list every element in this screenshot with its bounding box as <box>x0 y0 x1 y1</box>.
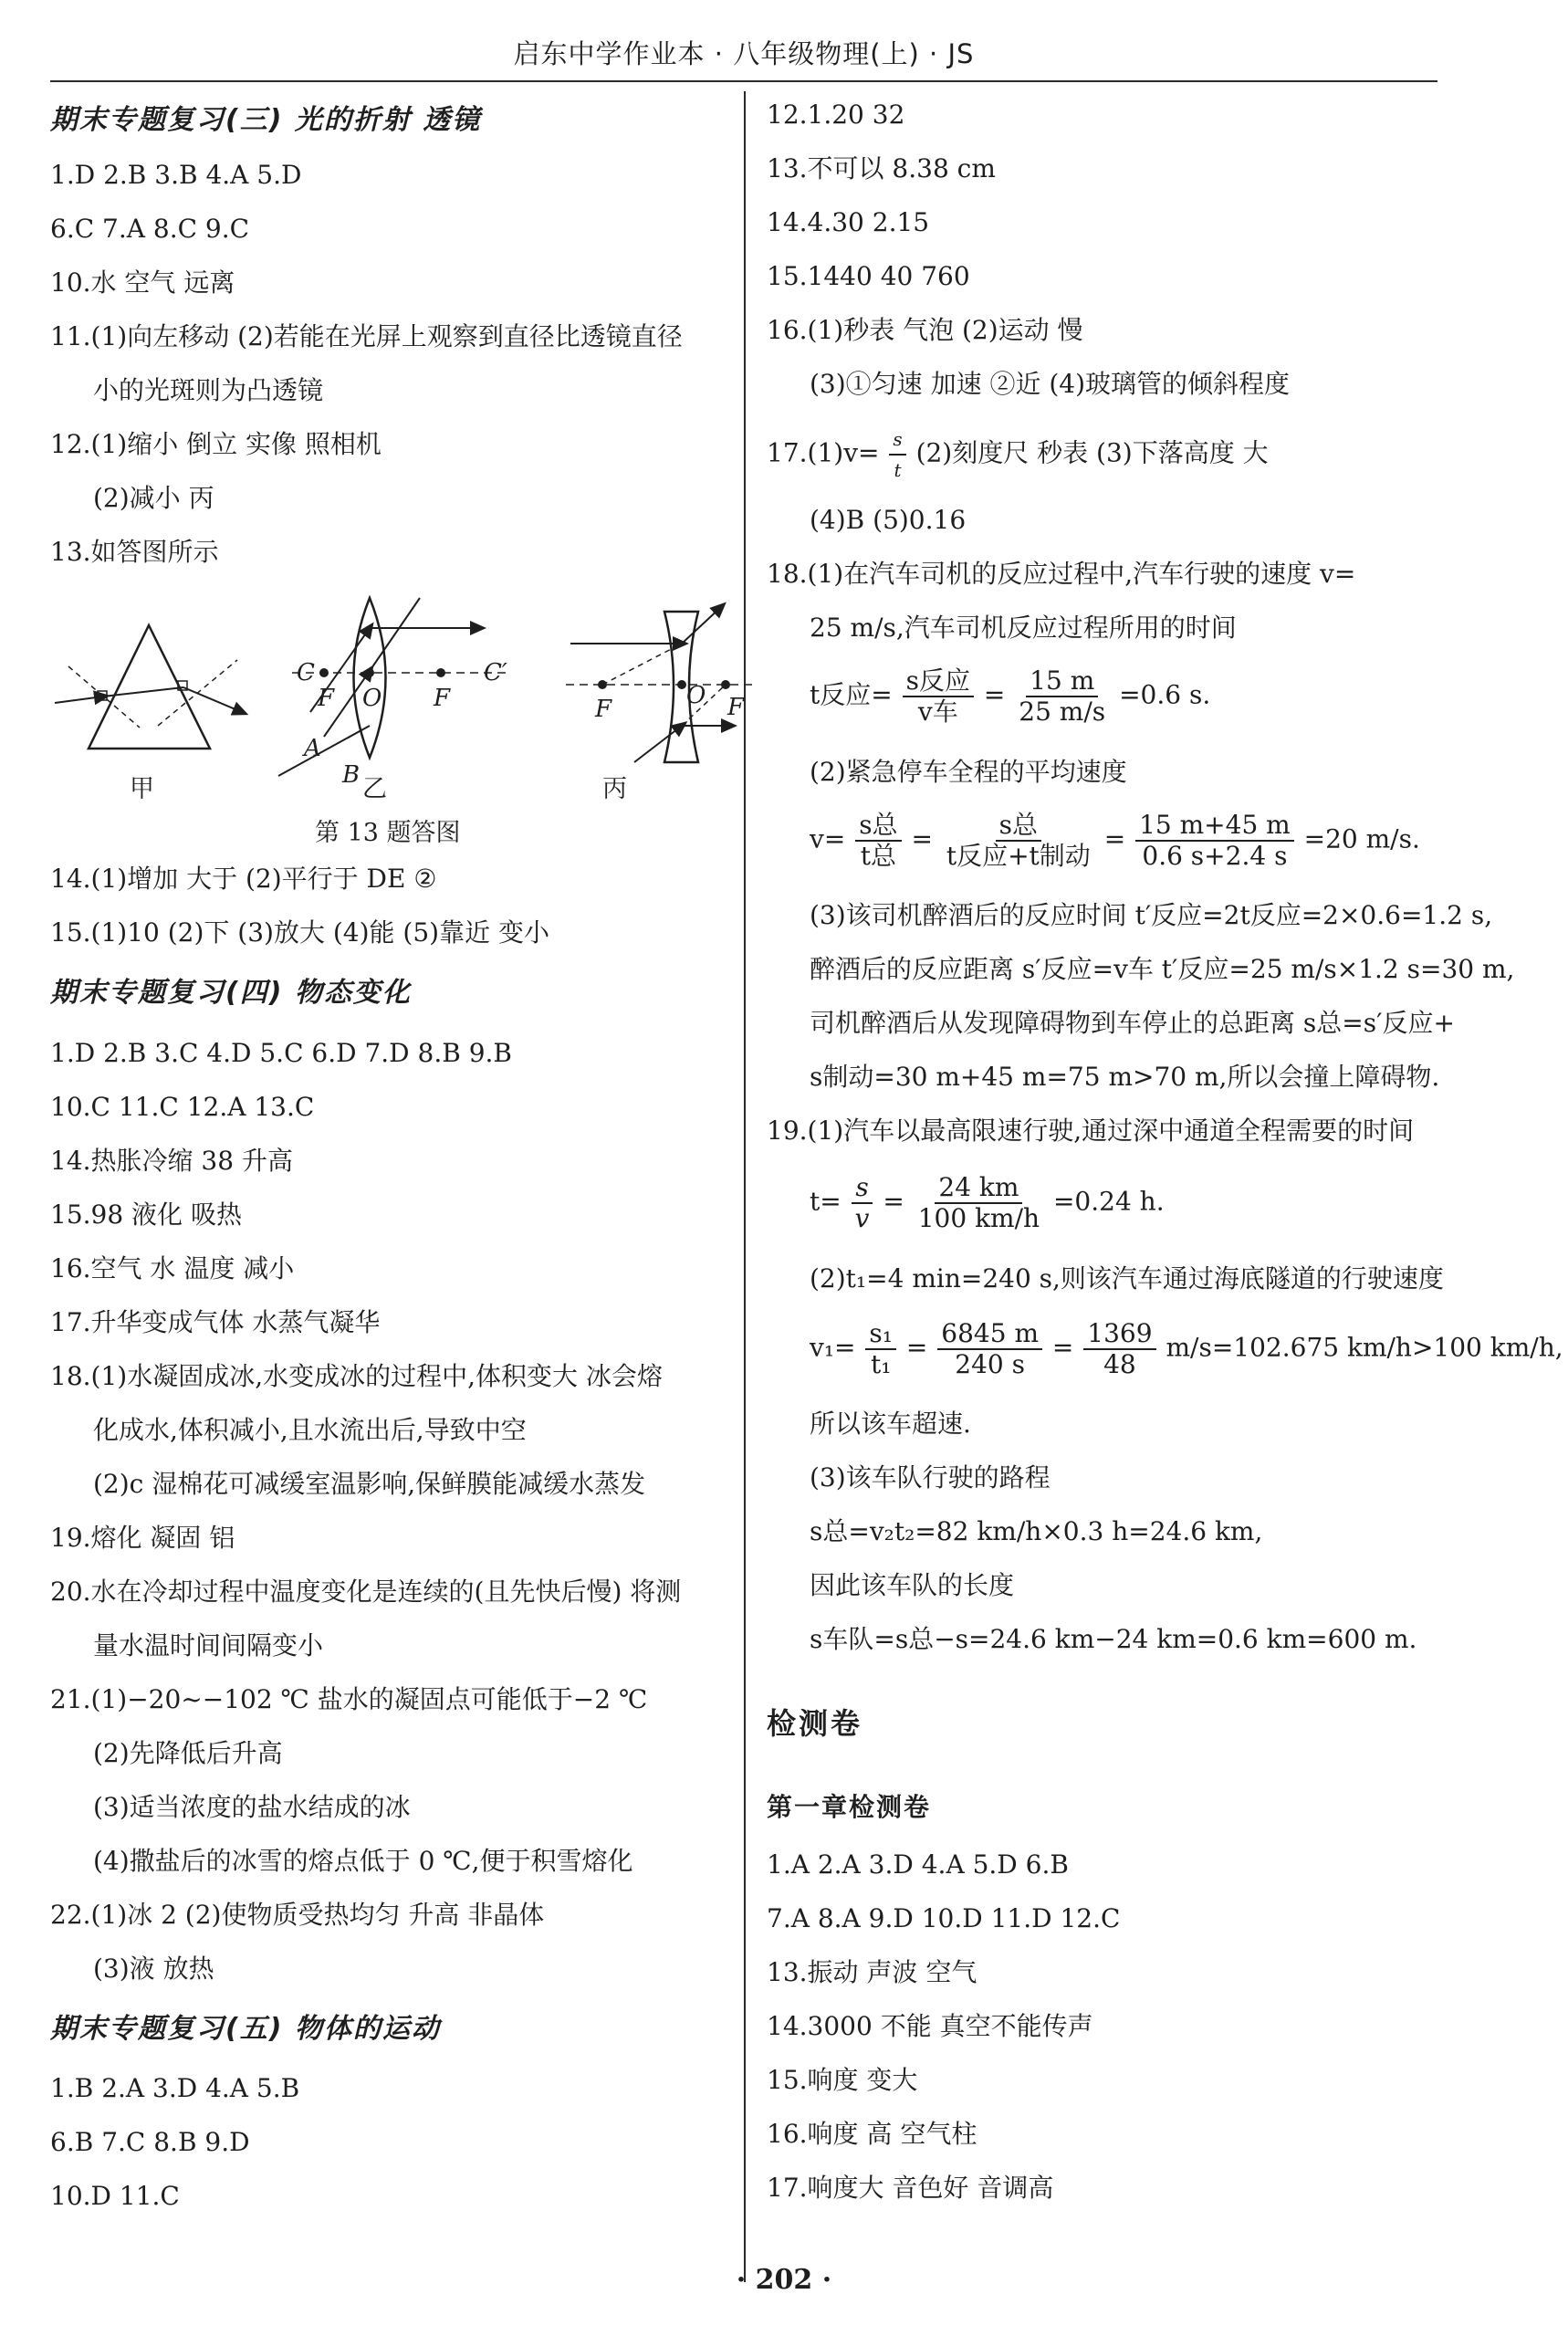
label-c: C <box>297 659 315 686</box>
answer-line: (3)该司机醉酒后的反应时间 t′反应=2t反应=2×0.6=1.2 s, <box>810 900 1493 930</box>
answer-line: 17.响度大 音色好 音调高 <box>767 2173 1054 2203</box>
answer-line: 19.熔化 凝固 铝 <box>50 1523 235 1553</box>
answer-line: 14.3000 不能 真空不能传声 <box>767 2011 1093 2041</box>
figure-label-bing: 丙 <box>602 775 627 803</box>
fraction: $\frac{s}{t}$ <box>889 424 905 485</box>
formula-line: t= $\frac{s}{v}$ = $\frac{24 km}{100 km/h}$ =0.24 h. <box>810 1172 1165 1233</box>
fraction: $\frac{\text{s总}}{\text{t反应+t制动}}$ <box>946 810 1091 871</box>
label-f4: F <box>727 694 745 721</box>
fraction: $\frac{24 km}{100 km/h}$ <box>917 1172 1040 1233</box>
answer-line: 所以该车超速. <box>810 1409 971 1439</box>
figure-caption: 第 13 题答图 <box>315 819 461 847</box>
label-f2: F <box>434 685 451 712</box>
fraction: $\frac{1369}{48}$ <box>1083 1319 1155 1379</box>
answer-line: 13.振动 声波 空气 <box>767 1957 977 1987</box>
answer-line: 10.水 空气 远离 <box>50 267 235 298</box>
label-f1: F <box>318 685 335 712</box>
chapter-test-title: 第一章检测卷 <box>767 1792 932 1822</box>
formula-line: t反应= $\frac{\text{s反应}}{\text{v车}}$ = $\frac{15 m}{25 m/s}$ =0.6 s. <box>810 665 1211 727</box>
convex-lens-diagram <box>278 598 507 789</box>
label-a: A <box>304 735 321 762</box>
answer-line: 量水温时间间隔变小 <box>93 1630 324 1660</box>
fraction: $\frac{15 m+45 m}{0.6 s+2.4 s}$ <box>1135 811 1294 871</box>
answer-line: 11.(1)向左移动 (2)若能在光屏上观察到直径比透镜直径 <box>50 321 683 351</box>
answer-line: 因此该车队的长度 <box>810 1570 1015 1600</box>
answer-line: (4)B (5)0.16 <box>810 505 967 535</box>
formula-line: 17.(1)v= $\frac{s}{t}$ (2)刻度尺 秒表 (3)下落高度 大 <box>767 424 1269 485</box>
answer-line: 20.水在冷却过程中温度变化是连续的(且先快后慢) 将测 <box>50 1577 682 1607</box>
answer-line: 16.空气 水 温度 减小 <box>50 1253 295 1283</box>
answer-line: 16.(1)秒表 气泡 (2)运动 慢 <box>767 315 1083 345</box>
label-o1: O <box>362 685 382 712</box>
answer-line: 10.D 11.C <box>50 2181 180 2211</box>
fraction: $\frac{s}{v}$ <box>852 1173 873 1233</box>
answer-line: (3)①匀速 加速 ②近 (4)玻璃管的倾斜程度 <box>810 369 1291 399</box>
section-title-5: 期末专题复习(五) 物体的运动 <box>50 2013 441 2045</box>
test-section-title: 检测卷 <box>767 1706 863 1741</box>
label-f3: F <box>595 696 612 723</box>
answer-line: 小的光斑则为凸透镜 <box>93 375 324 405</box>
answer-line: 18.(1)水凝固成冰,水变成冰的过程中,体积变大 冰会熔 <box>50 1361 663 1391</box>
column-divider <box>744 91 746 2282</box>
answer-line: 12.1.20 32 <box>767 100 905 130</box>
concave-lens-diagram <box>566 607 753 762</box>
label-c-prime: C′ <box>484 659 507 686</box>
prism-diagram <box>55 625 242 749</box>
answer-line: 21.(1)−20~−102 ℃ 盐水的凝固点可能低于−2 ℃ <box>50 1684 648 1714</box>
answer-line: (2)先降低后升高 <box>93 1738 283 1768</box>
answer-line: 7.A 8.A 9.D 10.D 11.D 12.C <box>767 1903 1121 1933</box>
answer-line: 1.D 2.B 3.C 4.D 5.C 6.D 7.D 8.B 9.B <box>50 1038 513 1068</box>
answer-line: s总=v₂t₂=82 km/h×0.3 h=24.6 km, <box>810 1516 1263 1546</box>
figure-label-yi: 乙 <box>362 775 387 803</box>
answer-line: (2)c 湿棉花可减缓室温影响,保鲜膜能减缓水蒸发 <box>93 1469 646 1499</box>
answer-line: 10.C 11.C 12.A 13.C <box>50 1092 315 1122</box>
answer-line: (2)紧急停车全程的平均速度 <box>810 757 1127 787</box>
answer-line: 15.响度 变大 <box>767 2065 918 2095</box>
formula-line: v₁= $\frac{\text{s₁}}{\text{t₁}}$ = $\frac{6845 m}{240 s}$ = $\frac{1369}{48}$ m/s=102.675 km/h>100 km/h, <box>810 1318 1563 1379</box>
answer-line: (4)撒盐后的冰雪的熔点低于 0 ℃,便于积雪熔化 <box>93 1846 633 1876</box>
label-o2: O <box>686 682 706 709</box>
answer-line: 25 m/s,汽车司机反应过程所用的时间 <box>810 613 1237 643</box>
answer-line: 1.B 2.A 3.D 4.A 5.B <box>50 2073 300 2103</box>
page-header <box>50 27 1437 82</box>
answer-line: 14.4.30 2.15 <box>767 207 930 237</box>
answer-line: (3)该车队行驶的路程 <box>810 1462 1051 1493</box>
answer-line: 1.A 2.A 3.D 4.A 5.D 6.B <box>767 1849 1069 1880</box>
answer-line: 13.如答图所示 <box>50 537 219 567</box>
fraction: $\frac{\text{s₁}}{\text{t₁}}$ <box>865 1319 896 1379</box>
header-title: 启东中学作业本 · 八年级物理(上) · JS <box>513 38 975 69</box>
answer-line: 22.(1)冰 2 (2)使物质受热均匀 升高 非晶体 <box>50 1900 545 1930</box>
answer-line: (2)t₁=4 min=240 s,则该汽车通过海底隧道的行驶速度 <box>810 1263 1444 1294</box>
answer-line: 19.(1)汽车以最高限速行驶,通过深中通道全程需要的时间 <box>767 1116 1415 1146</box>
answer-line: (3)适当浓度的盐水结成的冰 <box>93 1792 411 1822</box>
label-b: B <box>342 761 361 789</box>
fraction: $\frac{6845 m}{240 s}$ <box>937 1319 1042 1379</box>
answer-line: 15.1440 40 760 <box>767 261 970 291</box>
answer-line: 14.热胀冷缩 38 升高 <box>50 1146 293 1176</box>
answer-line: (3)液 放热 <box>93 1954 214 1984</box>
answer-line: 15.98 液化 吸热 <box>50 1199 242 1230</box>
section-title-4: 期末专题复习(四) 物态变化 <box>50 977 412 1009</box>
answer-line: 15.(1)10 (2)下 (3)放大 (4)能 (5)靠近 变小 <box>50 917 549 948</box>
answer-line: 化成水,体积减小,且水流出后,导致中空 <box>93 1415 527 1445</box>
page-number: · 202 · <box>736 2264 832 2296</box>
answer-line: s制动=30 m+45 m=75 m>70 m,所以会撞上障碍物. <box>810 1062 1440 1092</box>
fraction: $\frac{\text{s总}}{\text{t总}}$ <box>855 811 901 871</box>
answer-line: 1.D 2.B 3.B 4.A 5.D <box>50 160 302 190</box>
answer-line: 6.B 7.C 8.B 9.D <box>50 2127 250 2157</box>
answer-line: 14.(1)增加 大于 (2)平行于 DE ② <box>50 864 437 894</box>
answer-line: 17.升华变成气体 水蒸气凝华 <box>50 1307 381 1337</box>
fraction: $\frac{15 m}{25 m/s}$ <box>1019 665 1106 727</box>
figure-label-jia: 甲 <box>130 775 154 803</box>
answer-line: 18.(1)在汽车司机的反应过程中,汽车行驶的速度 v= <box>767 559 1356 589</box>
section-title-3: 期末专题复习(三) 光的折射 透镜 <box>50 104 482 136</box>
answer-line: 6.C 7.A 8.C 9.C <box>50 214 250 244</box>
answer-line: s车队=s总−s=24.6 km−24 km=0.6 km=600 m. <box>810 1624 1417 1654</box>
answer-line: (2)减小 丙 <box>93 483 214 513</box>
answer-line: 16.响度 高 空气柱 <box>767 2119 977 2149</box>
answer-line: 13.不可以 8.38 cm <box>767 153 996 183</box>
fraction: $\frac{\text{s反应}}{\text{v车}}$ <box>903 666 974 727</box>
formula-line: v= $\frac{\text{s总}}{\text{t总}}$ = $\frac{\text{s总}}{\text{t反应+t制动}}$ = $\frac{15 m+45 m}{0.6 s+2.4 s}$ =20 m/s. <box>810 810 1420 871</box>
optics-figure <box>50 589 745 794</box>
answer-line: 司机醉酒后从发现障碍物到车停止的总距离 s总=s′反应+ <box>810 1008 1455 1038</box>
answer-line: 12.(1)缩小 倒立 实像 照相机 <box>50 429 382 459</box>
answer-line: 醉酒后的反应距离 s′反应=v车 t′反应=25 m/s×1.2 s=30 m, <box>810 954 1515 984</box>
